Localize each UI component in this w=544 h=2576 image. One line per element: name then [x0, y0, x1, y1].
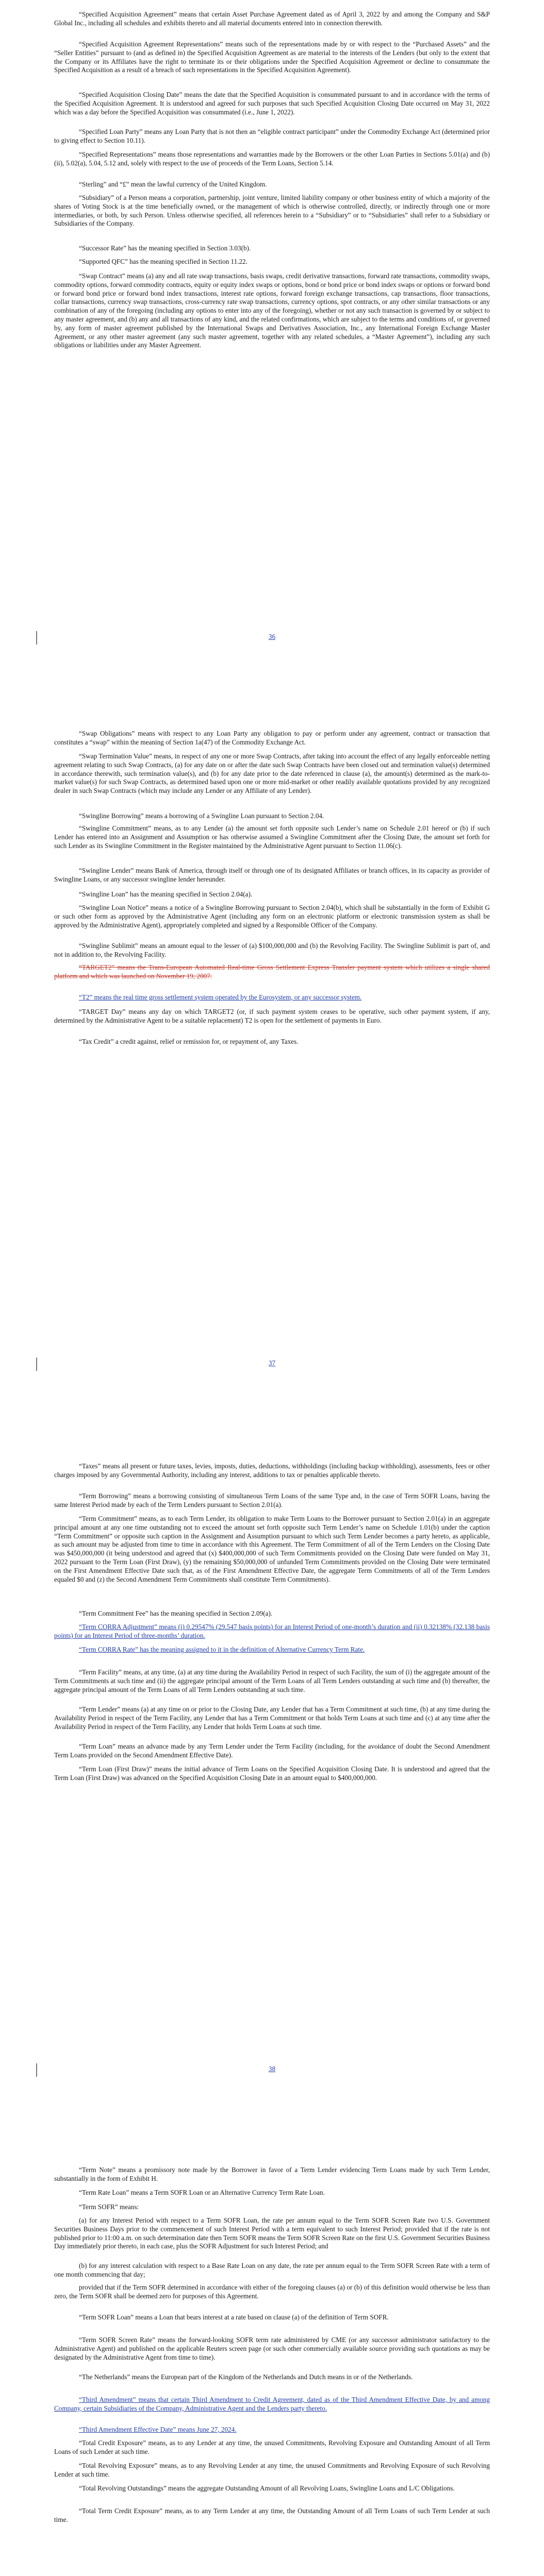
- page-number[interactable]: 37: [268, 1359, 276, 1367]
- definition-paragraph: “Swingline Loan” has the meaning specified in Section 2.04(a).: [79, 890, 253, 898]
- definition-paragraph: “TARGET Day” means any day on which TARGET2 (or, if such payment system ceases to be operative, such other payment system, if any, determined by the Administrative Agent to be a suitable replacement) T2 is open for the settlement of payments in Euro.: [54, 1008, 490, 1024]
- definition-paragraph: “Sterling” and “£” mean the lawful currency of the United Kingdom.: [79, 180, 267, 188]
- definition-paragraph: “Term Note” means a promissory note made by the Borrower in favor of a Term Lender evidencing Term Loans made by such Term Lender, substantially in the form of Exhibit H.: [54, 2166, 490, 2182]
- definition-paragraph: “Total Credit Exposure” means, as to any Lender at any time, the unused Commitments, Revolving Exposure and Outstanding Amount of all Term Loans of such Lender at such time.: [54, 2439, 490, 2455]
- definition-paragraph: “Specified Acquisition Agreement” means that certain Asset Purchase Agreement dated as of April 3, 2022 by and among the Company and S&P Global Inc., including all schedules and exhibits thereto and all material documents entered into in connection therewith.: [54, 10, 490, 27]
- definition-paragraph: “Term Loan (First Draw)” means the initial advance of Term Loans on the Specified Acquisition Closing Date. It is understood and agreed that the Term Loan (First Draw) was advanced on the Specified Acquisition Closing Date in an amount equal to $400,000,000.: [54, 1765, 490, 1782]
- definition-paragraph: “Swingline Loan Notice” means a notice of a Swingline Borrowing pursuant to Section 2.04(b), which shall be substantially in the form of Exhibit G or such other form as approved by the Administrative Agent (including any form on an electronic platform or electronic transmission system as shall be approved by the Administrative Agent), appropriately completed and signed by a Responsible Officer of the Company.: [54, 904, 490, 929]
- definition-paragraph: “Term Lender” means (a) at any time on or prior to the Closing Date, any Lender that has a Term Commitment at such time, (b) at any time during the Availability Period in respect of the Term Facility, any Lender that has a Term Commitment or that holds Term Loans at such time and (c) at any time after the Availability Period in respect of the Term Facility, any Lender that holds Term Loans at such time.: [54, 1705, 490, 1731]
- definition-paragraph: “Supported QFC” has the meaning specified in Section 11.22.: [79, 258, 248, 265]
- inserted-definition-paragraph: “Term CORRA Adjustment” means (i) 0.29547% (29.547 basis points) for an Interest Period of one-month’s duration and (ii) 0.32138% (32.138 basis points) for an Interest Period of three-months’ duration.: [54, 1623, 490, 1639]
- definition-paragraph: “Swap Termination Value” means, in respect of any one or more Swap Contracts, after taking into account the effect of any legally enforceable netting agreement relating to such Swap Contracts, (a) for any date on or after the date such Swap Contracts have been closed out and termination value(s) determined in accordance therewith, such termination value(s), and (b) for any date prior to the date referenced in clause (a), the amount(s) determined as the mark-to-market value(s) for such Swap Contracts, as determined based upon one or more mid-market or other readily available quotations provided by any recognized dealer in such Swap Contracts (which may include any Lender or any Affiliate of any Lender).: [54, 752, 490, 795]
- page-number[interactable]: 38: [268, 2065, 276, 2073]
- definition-paragraph: “Subsidiary” of a Person means a corporation, partnership, joint venture, limited liability company or other business entity of which a majority of the shares of Voting Stock is at the time beneficially owned, or the management of which is otherwise controlled, directly, or indirectly through one or more intermediaries, or both, by such Person. Unless otherwise specified, all references herein to a “Subsidiary” or to “Subsidiaries” shall refer to a Subsidiary or Subsidiaries of the Company.: [54, 194, 490, 228]
- definition-paragraph: “Taxes” means all present or future taxes, levies, imposts, duties, deductions, withholdings (including backup withholding), assessments, fees or other charges imposed by any Governmental Authority, including any interest, additions to tax or penalties applicable thereto.: [54, 1462, 490, 1479]
- definition-paragraph: “Swap Obligations” means with respect to any Loan Party any obligation to pay or perform under any agreement, contract or transaction that constitutes a “swap” within the meaning of Section 1a(47) of the Commodity Exchange Act.: [54, 730, 490, 746]
- deleted-definition-paragraph: “TARGET2” means the Trans-European Automated Real-time Gross Settlement Express Transfer payment system which utilizes a single shared platform and which was launched on November 19, 2007.: [54, 963, 490, 980]
- definition-paragraph: “Swingline Borrowing” means a borrowing of a Swingline Loan pursuant to Section 2.04.: [79, 812, 324, 820]
- definition-paragraph: “Specified Acquisition Agreement Representations” means such of the representations made by or with respect to the “Purchased Assets” and the “Seller Entities” pursuant to (and as defined in) the Specified Acquisition Agreement as are material to the interests of the Lenders (but only to the extent that the Company or its Affiliates have the right to terminate its or their obligations under the Specified Acquisition Agreement or decline to consummate the Specified Acquisition as a result of a breach of such representations in the Specified Acquisition Agreement).: [54, 40, 490, 74]
- definition-paragraph: “Term Rate Loan” means a Term SOFR Loan or an Alternative Currency Term Rate Loan.: [79, 2189, 325, 2196]
- definition-paragraph: “Term SOFR Loan” means a Loan that bears interest at a rate based on clause (a) of the definition of Term SOFR.: [79, 2313, 389, 2321]
- definition-paragraph: “Term SOFR” means:: [79, 2203, 139, 2211]
- definition-paragraph: “Term Commitment Fee” has the meaning specified in Section 2.09(a).: [79, 1609, 273, 1617]
- definition-paragraph: “Specified Acquisition Closing Date” means the date that the Specified Acquisition is consummated pursuant to and in accordance with the terms of the Specified Acquisition Agreement. It is understood and agreed for such purposes that such Specified Acquisition Closing Date occurred on May 31, 2022 which was a day before the Specified Acquisition was consummated (i.e., June 1, 2022).: [54, 91, 490, 116]
- definition-paragraph: “Term SOFR Screen Rate” means the forward-looking SOFR term rate administered by CME (or any successor administrator satisfactory to the Administrative Agent) and published on the applicable Reuters screen page (or such other commercially available source providing such quotations as may be designated by the Administrative Agent from time to time).: [54, 2336, 490, 2361]
- definition-paragraph: “Swingline Lender” means Bank of America, through itself or through one of its designated Affiliates or branch offices, in its capacity as provider of Swingline Loans, or any successor swingline lender hereunder.: [54, 867, 490, 883]
- definition-paragraph: “Term Commitment” means, as to each Term Lender, its obligation to make Term Loans to the Borrower pursuant to Section 2.01(a) in an aggregate principal amount at any one time outstanding not to exceed the amount set forth opposite such Term Lender’s name on Schedule 1.01(b) under the caption “Term Commitment” or opposite such caption in the Assignment and Assumption pursuant to which such Term Lender becomes a party hereto, as applicable, as such amount may be adjusted from time to time in accordance with this Agreement. The Term Commitment of all of the Term Lenders on the Closing Date was $450,000,000 (it being understood and agreed that (x) $400,000,000 of such Term Commitments provided on the Closing Date were funded on May 31, 2022 pursuant to the Term Loan (First Draw), (y) the remaining $50,000,000 of unfunded Term Commitments provided on the Closing Date were terminated on the First Amendment Effective Date such that, as of the First Amendment Effective Date, the aggregate Term Commitments of all of the Term Lenders equaled $0 and (z) the Second Amendment Term Commitments shall constitute Term Commitments).: [54, 1515, 490, 1583]
- definition-proviso: provided that if the Term SOFR determined in accordance with either of the foregoing clauses (a) or (b) of this definition would otherwise be less than zero, the Term SOFR shall be deemed zero for purposes of this Agreement.: [54, 2283, 490, 2300]
- definition-paragraph: “Specified Representations” means those representations and warranties made by the Borrowers or the other Loan Parties in Sections 5.01(a) and (b)(ii), 5.02(a), 5.04, 5.12 and, solely with respect to the use of proceeds of the Term Loans, Section 5.14.: [54, 150, 490, 167]
- inserted-definition-paragraph: “T2” means the real time gross settlement system operated by the Eurosystem, or any successor system.: [79, 993, 362, 1001]
- definition-paragraph: “Swingline Commitment” means, as to any Lender (a) the amount set forth opposite such Lender’s name on Schedule 2.01 hereof or (b) if such Lender has entered into an Assignment and Assumption or has otherwise assumed a Swingline Commitment after the Closing Date, the amount set forth for such Lender as its Swingline Commitment in the Register maintained by the Administrative Agent pursuant to Section 11.06(c).: [54, 824, 490, 850]
- definition-paragraph: “Total Term Credit Exposure” means, as to any Term Lender at any time, the Outstanding Amount of all Term Loans of such Term Lender at such time.: [54, 2507, 490, 2523]
- definition-paragraph: “Swap Contract” means (a) any and all rate swap transactions, basis swaps, credit derivative transactions, forward rate transactions, commodity swaps, commodity options, forward commodity contracts, equity or equity index swaps or options, bond or bond price or bond index swaps or options or forward bond or forward bond price or forward bond index transactions, interest rate options, forward foreign exchange transactions, cap transactions, floor transactions, collar transactions, currency swap transactions, cross-currency rate swap transactions, currency options, spot contracts, or any other similar transactions or any combination of any of the foregoing (including any options to enter into any of the foregoing), whether or not any such transaction is governed by or subject to any master agreement, and (b) any and all transactions of any kind, and the related confirmations, which are subject to the terms and conditions of, or governed by, any form of master agreement published by the International Swaps and Derivatives Association, Inc., any International Foreign Exchange Master Agreement, or any other master agreement (any such master agreement, together with any related schedules, a “Master Agreement”), including any such obligations or liabilities under any Master Agreement.: [54, 272, 490, 349]
- definition-paragraph: “The Netherlands” means the European part of the Kingdom of the Netherlands and Dutch means in or of the Netherlands.: [79, 2373, 413, 2381]
- definition-paragraph: “Successor Rate” has the meaning specified in Section 3.03(b).: [79, 244, 251, 252]
- inserted-definition-paragraph: “Third Amendment” means that certain Third Amendment to Credit Agreement, dated as of the Third Amendment Effective Date, by and among Company, certain Subsidiaries of the Company, Administrative Agent and the Lenders party thereto.: [54, 2396, 490, 2412]
- definition-paragraph: “Term Loan” means an advance made by any Term Lender under the Term Facility (including, for the avoidance of doubt the Second Amendment Term Loans provided on the Second Amendment Effective Date).: [54, 1742, 490, 1759]
- definition-paragraph: “Tax Credit” a credit against, relief or remission for, or repayment of, any Taxes.: [79, 1038, 299, 1045]
- definition-clause: (b) for any interest calculation with respect to a Base Rate Loan on any date, the rate per annum equal to the Term SOFR Screen Rate with a term of one month commencing that day;: [54, 2262, 490, 2278]
- definition-paragraph: “Swingline Sublimit” means an amount equal to the lesser of (a) $100,000,000 and (b) the Revolving Facility. The Swingline Sublimit is part of, and not in addition to, the Revolving Facility.: [54, 942, 490, 958]
- definition-paragraph: “Total Revolving Outstandings” means the aggregate Outstanding Amount of all Revolving Loans, Swingline Loans and L/C Obligations.: [79, 2484, 455, 2492]
- definition-paragraph: “Specified Loan Party” means any Loan Party that is not then an “eligible contract participant” under the Commodity Exchange Act (determined prior to giving effect to Section 10.11).: [54, 128, 490, 144]
- inserted-definition-paragraph: “Third Amendment Effective Date” means June 27, 2024.: [79, 2426, 237, 2433]
- inserted-definition-paragraph: “Term CORRA Rate” has the meaning assigned to it in the definition of Alternative Currency Term Rate.: [79, 1646, 365, 1653]
- page-number[interactable]: 36: [268, 633, 276, 640]
- definition-paragraph: “Term Borrowing” means a borrowing consisting of simultaneous Term Loans of the same Type and, in the case of Term SOFR Loans, having the same Interest Period made by each of the Term Lenders pursuant to Section 2.01(a).: [54, 1492, 490, 1509]
- definition-paragraph: “Term Facility” means, at any time, (a) at any time during the Availability Period in respect of such Facility, the sum of (i) the aggregate amount of the Term Commitments at such time and (ii) the aggregate principal amount of the Term Loans of all Term Lenders outstanding at such time and (b) thereafter, the aggregate principal amount of the Term Loans of all Term Lenders outstanding at such time.: [54, 1668, 490, 1693]
- definition-paragraph: “Total Revolving Exposure” means, as to any Revolving Lender at any time, the unused Commitments and Revolving Exposure of such Revolving Lender at such time.: [54, 2462, 490, 2478]
- definition-clause: (a) for any Interest Period with respect to a Term SOFR Loan, the rate per annum equal to the Term SOFR Screen Rate two U.S. Government Securities Business Days prior to the commencement of such Interest Period with a term equivalent to such Interest Period; provided that if the rate is not published prior to 11:00 a.m. on such determination date then Term SOFR means the Term SOFR Screen Rate on the first U.S. Government Securities Business Day immediately prior thereto, in each case, plus the SOFR Adjustment for such Interest Period; and: [54, 2216, 490, 2250]
